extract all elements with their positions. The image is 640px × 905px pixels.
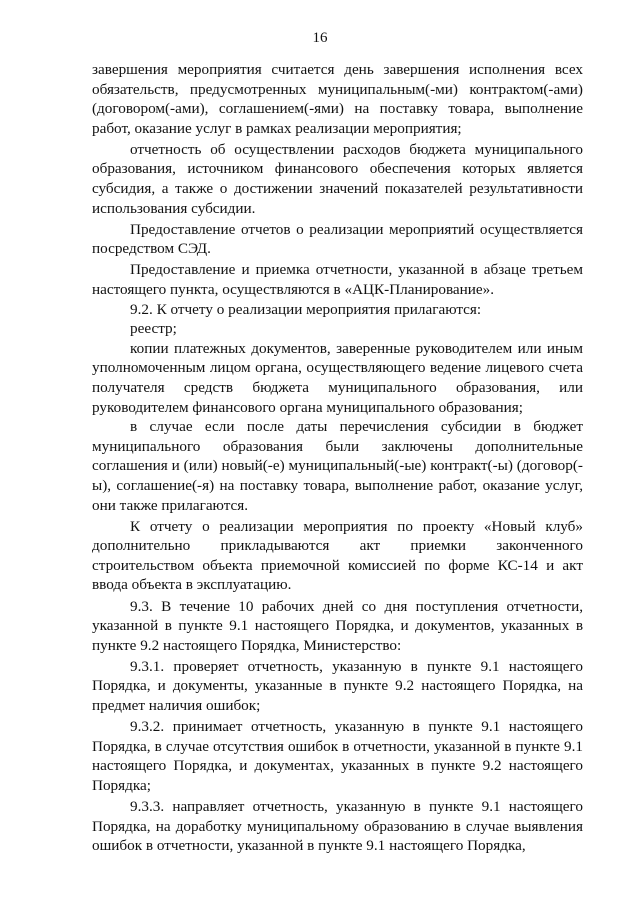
paragraph-9-3: 9.3. В течение 10 рабочих дней со дня поступления отчетности, указанной в пункте 9.1 настоящего Порядка, и документов, указанных в пункте 9.2 настоящего Порядка, Министерство: (92, 597, 583, 654)
paragraph-9-3-3: 9.3.3. направляет отчетность, указанную в пункте 9.1 настоящего Порядка, на доработку муниципальному образованию в случае выявления ошибок в отчетности, указанной в пункте 9.1 настоящего Порядка, (92, 797, 583, 855)
paragraph-reports-sed: Предоставление отчетов о реализации мероприятий осуществляется посредством СЭД. (92, 220, 583, 258)
page-number: 16 (312, 30, 328, 46)
paragraph-new-club: К отчету о реализации мероприятия по проекту «Новый клуб» дополнительно прикладываются акт приемки законченного строительством объекта приемочной комиссией по форме КС-14 и акт ввода объекта в эксплуатацию. (92, 517, 583, 594)
paragraph-continuation: завершения мероприятия считается день завершения исполнения всех обязательств, предусмотренных муниципальным(-ми) контрактом(-ами) (договором(-ами), соглашением(-ями) на поставку товара, выполнение работ, оказание услуг в рамках реализации мероприятия; (92, 61, 583, 137)
paragraph-payment-copies: копии платежных документов, заверенные руководителем или иным уполномоченным лицом органа, осуществляющего ведение лицевого счета получателя средств бюджета муниципального образования, или руководителем финансового органа муниципального образования; (92, 339, 583, 416)
paragraph-register: реестр; (130, 320, 177, 338)
paragraph-9-3-2: 9.3.2. принимает отчетность, указанную в пункте 9.1 настоящего Порядка, в случае отсутствия ошибок в отчетности, указанной в пункте 9.1 настоящего Порядка, и документах, указанных в пункте 9.2 настоящего Порядка; (92, 718, 583, 794)
paragraph-acceptance: Предоставление и приемка отчетности, указанной в абзаце третьем настоящего пункта, осуществляются в «АЦК-Планирование». (92, 261, 583, 299)
paragraph-9-2: 9.2. К отчету о реализации мероприятия прилагаются: (130, 300, 482, 318)
paragraph-additional-agreements: в случае если после даты перечисления субсидии в бюджет муниципального образования были заключены дополнительные соглашения и (или) новый(-е) муниципальный(-ые) контракт(-ы) (договор(-ы), соглашение(-я) на поставку товара, выполнение работ, оказание услуг, они также прилагаются. (92, 418, 583, 514)
paragraph-reporting-expenses: отчетность об осуществлении расходов бюджета муниципального образования, источником финансового обеспечения которых является субсидия, а также о достижении значений показателей результативности использования субсидии. (92, 140, 583, 217)
paragraph-9-3-1: 9.3.1. проверяет отчетность, указанную в пункте 9.1 настоящего Порядка, и документы, указанные в пункте 9.2 настоящего Порядка, на предмет наличия ошибок; (92, 657, 583, 714)
document-body (92, 60, 583, 856)
